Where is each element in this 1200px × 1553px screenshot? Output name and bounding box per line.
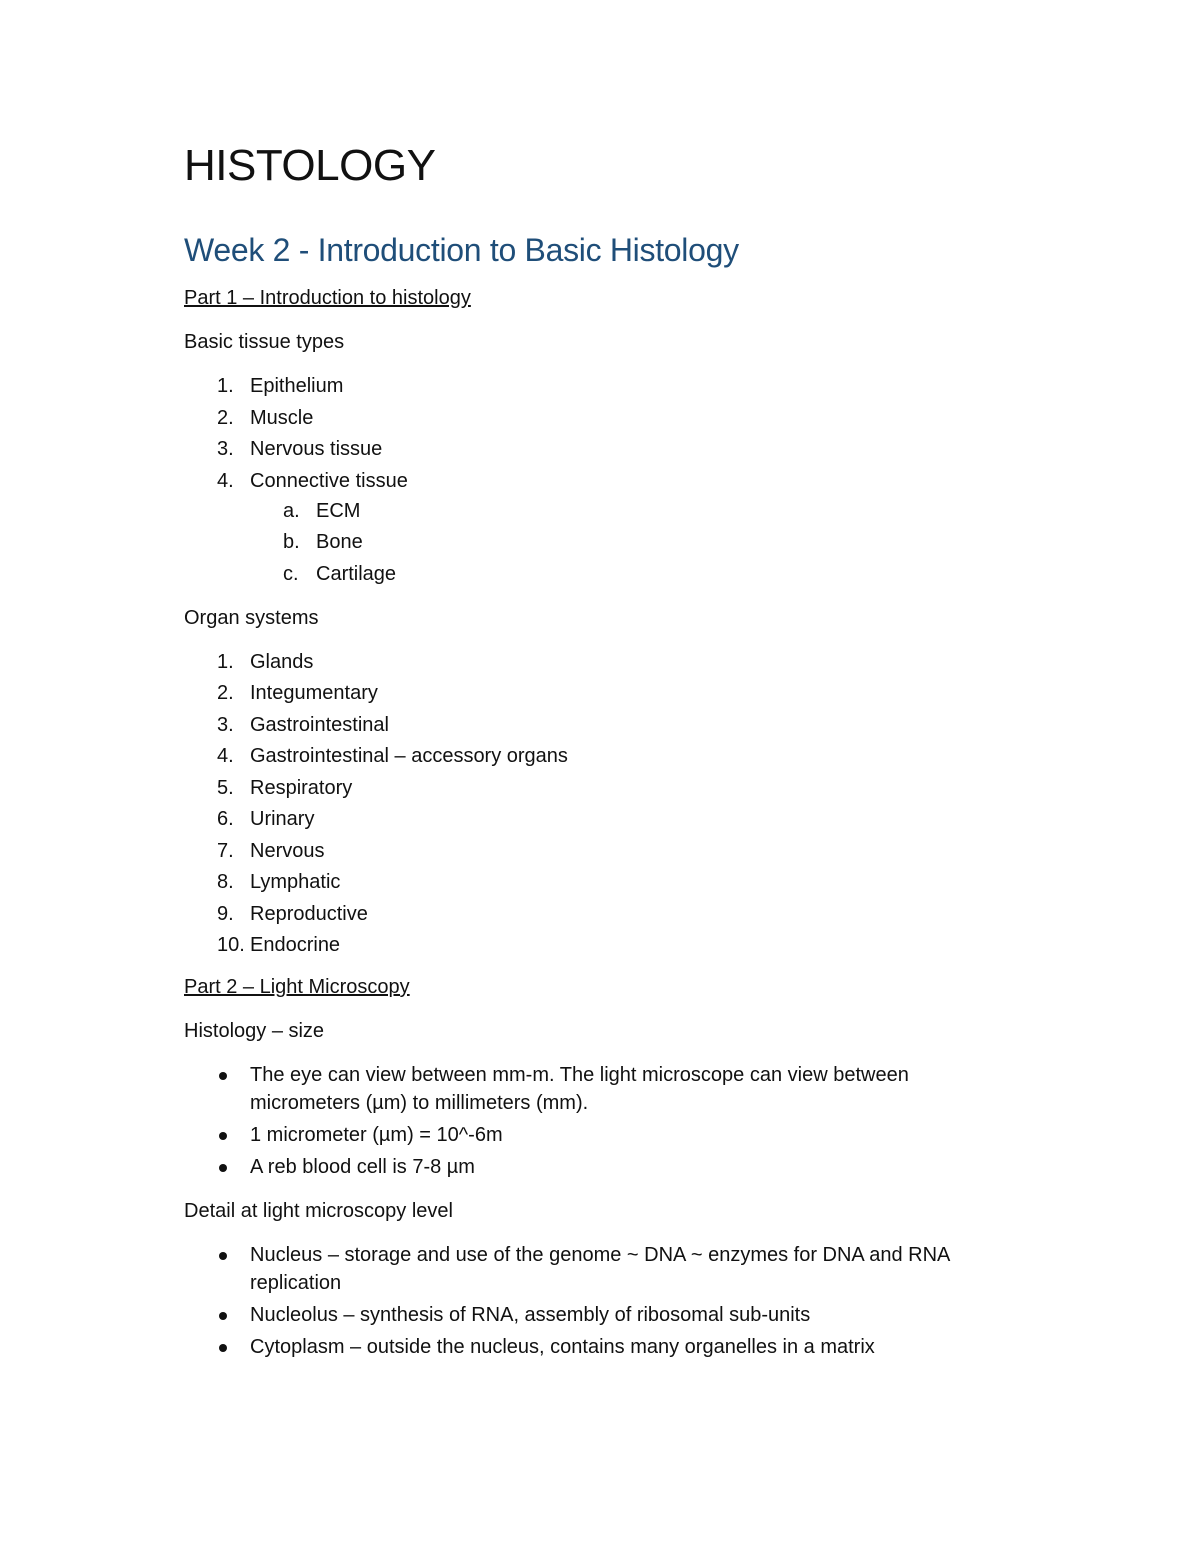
list-item: [184, 931, 1004, 959]
list-item-text: Muscle: [250, 406, 314, 429]
bullet-icon: [219, 1312, 227, 1320]
bullet-text: The eye can view between mm-m. The light microscope can view between micrometers (µm) to millimeters (mm).: [250, 1064, 909, 1114]
bullet-text: 1 micrometer (µm) = 10^-6m: [250, 1124, 503, 1146]
histology-size-label: Histology – size: [184, 1020, 325, 1042]
list-number: 7.: [217, 839, 234, 862]
list-number: 4.: [217, 745, 234, 767]
list-item-text: Endocrine: [250, 934, 341, 956]
list-item: [184, 837, 1004, 865]
organ-systems-list: [184, 648, 1004, 960]
list-number: 5.: [217, 776, 234, 799]
document-content: [184, 138, 1004, 1365]
sublist-item-text: Cartilage: [316, 562, 397, 585]
bullet-text: Cytoplasm – outside the nucleus, contains many organelles in a matrix: [250, 1336, 875, 1358]
list-item: [184, 467, 1004, 588]
sublist-letter: a.: [283, 499, 300, 522]
sublist-item: [184, 497, 1004, 525]
detail-bullet-list: [184, 1241, 1004, 1361]
list-item-text: Gastrointestinal: [250, 713, 389, 736]
detail-label: Detail at light microscopy level: [184, 1200, 453, 1222]
list-item-text: Lymphatic: [250, 871, 341, 893]
bullet-text: Nucleus – storage and use of the genome ~ DNA ~ enzymes for DNA and RNA replication: [250, 1244, 950, 1294]
list-number: 10.: [217, 934, 245, 956]
bullet-item: [184, 1301, 1004, 1329]
size-bullet-list: [184, 1061, 1004, 1181]
sublist-letter: c.: [283, 562, 299, 585]
sublist-item: [184, 528, 1004, 556]
bullet-item: [184, 1241, 1004, 1297]
list-item: [184, 900, 1004, 928]
list-item: [184, 679, 1004, 707]
list-number: 2.: [217, 406, 234, 429]
document-title: HISTOLOGY: [184, 141, 436, 190]
week-heading: Week 2 - Introduction to Basic Histology: [184, 232, 739, 268]
list-item-text: Reproductive: [250, 902, 368, 925]
list-item: [184, 372, 1004, 400]
bullet-icon: [219, 1132, 227, 1140]
list-item: [184, 404, 1004, 432]
list-item: [184, 711, 1004, 739]
list-item-text: Connective tissue: [250, 469, 408, 492]
organ-systems-label: Organ systems: [184, 606, 319, 629]
bullet-icon: [219, 1164, 227, 1172]
sublist-item-text: Bone: [316, 531, 363, 553]
list-number: 6.: [217, 808, 234, 830]
bullet-item: [184, 1333, 1004, 1361]
list-item: [184, 868, 1004, 896]
bullet-item: [184, 1153, 1004, 1181]
list-item: [184, 774, 1004, 802]
part1-heading: Part 1 – Introduction to histology: [184, 287, 471, 309]
list-item: [184, 742, 1004, 770]
list-item: [184, 805, 1004, 833]
bullet-text: A reb blood cell is 7-8 µm: [250, 1156, 475, 1178]
list-item-text: Integumentary: [250, 682, 378, 704]
list-number: 8.: [217, 871, 234, 893]
list-item-text: Glands: [250, 650, 314, 673]
bullet-text: Nucleolus – synthesis of RNA, assembly of ribosomal sub-units: [250, 1304, 811, 1326]
sublist-item-text: ECM: [316, 499, 361, 522]
bullet-icon: [219, 1072, 227, 1080]
bullet-icon: [219, 1344, 227, 1352]
tissue-types-label: Basic tissue types: [184, 331, 345, 353]
list-number: 4.: [217, 469, 234, 492]
list-item-text: Epithelium: [250, 375, 344, 397]
list-number: 1.: [217, 650, 234, 673]
bullet-item: [184, 1061, 1004, 1117]
list-number: 9.: [217, 902, 234, 925]
bullet-icon: [219, 1252, 227, 1260]
list-number: 1.: [217, 375, 234, 397]
list-item: [184, 435, 1004, 463]
list-number: 3.: [217, 438, 234, 460]
connective-tissue-sublist: [250, 497, 1004, 588]
list-item-text: Nervous: [250, 839, 325, 862]
list-item: [184, 648, 1004, 676]
part2-heading: Part 2 – Light Microscopy: [184, 976, 410, 998]
list-item-text: Respiratory: [250, 776, 353, 799]
list-item-text: Gastrointestinal – accessory organs: [250, 745, 568, 767]
tissue-types-list: [184, 372, 1004, 588]
sublist-letter: b.: [283, 531, 300, 553]
list-item-text: Urinary: [250, 808, 315, 830]
list-number: 3.: [217, 713, 234, 736]
bullet-item: [184, 1121, 1004, 1149]
list-number: 2.: [217, 682, 234, 704]
sublist-item: [184, 560, 1004, 588]
list-item-text: Nervous tissue: [250, 438, 383, 460]
